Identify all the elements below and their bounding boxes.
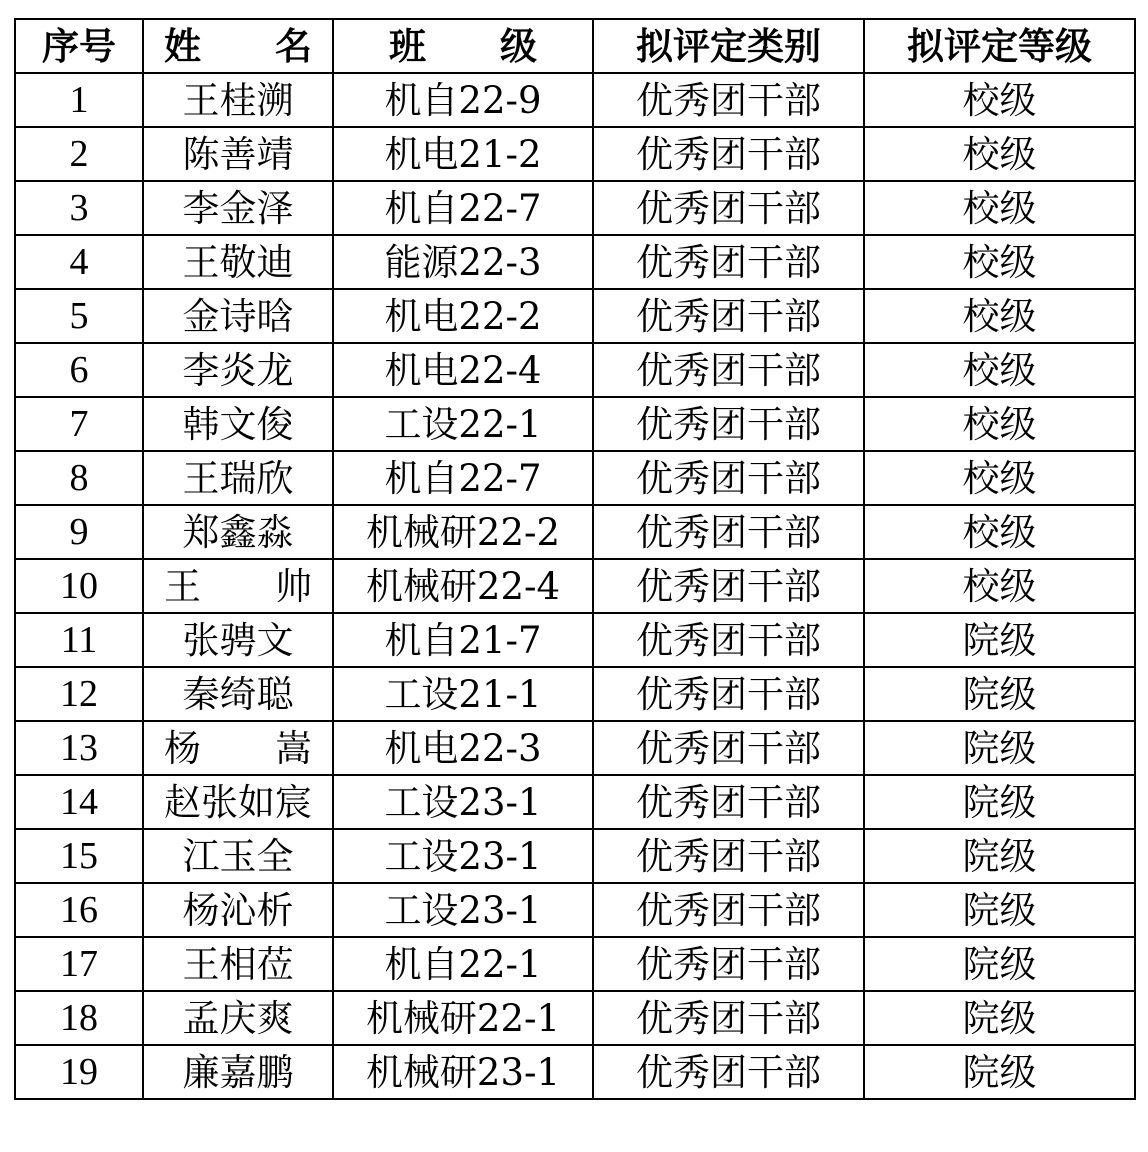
cell-index: 3	[15, 181, 143, 235]
cell-index: 16	[15, 883, 143, 937]
cell-index: 7	[15, 397, 143, 451]
cell-level: 校级	[864, 451, 1135, 505]
cell-category: 优秀团干部	[593, 73, 864, 127]
cell-class: 工设23-1	[333, 829, 593, 883]
table-row	[15, 181, 1135, 235]
cell-index: 13	[15, 721, 143, 775]
cell-class: 机电22-3	[333, 721, 593, 775]
cell-level: 院级	[864, 613, 1135, 667]
cell-name: 王相莅	[143, 937, 333, 991]
cell-level: 院级	[864, 883, 1135, 937]
cell-name: 王 帅	[143, 559, 333, 613]
cell-category: 优秀团干部	[593, 775, 864, 829]
cell-index: 14	[15, 775, 143, 829]
table-body	[15, 73, 1135, 1099]
table-row	[15, 127, 1135, 181]
cell-class: 机械研22-2	[333, 505, 593, 559]
cell-level: 院级	[864, 775, 1135, 829]
cell-name: 秦绮聪	[143, 667, 333, 721]
cell-index: 2	[15, 127, 143, 181]
cell-name: 王瑞欣	[143, 451, 333, 505]
cell-level: 院级	[864, 667, 1135, 721]
cell-category: 优秀团干部	[593, 613, 864, 667]
cell-category: 优秀团干部	[593, 559, 864, 613]
cell-class: 机自22-9	[333, 73, 593, 127]
cell-class: 机电21-2	[333, 127, 593, 181]
table-row	[15, 397, 1135, 451]
table-row	[15, 289, 1135, 343]
cell-class: 机自22-7	[333, 181, 593, 235]
cell-level: 校级	[864, 559, 1135, 613]
cell-level: 校级	[864, 235, 1135, 289]
cell-index: 17	[15, 937, 143, 991]
cell-class: 能源22-3	[333, 235, 593, 289]
header-name: 姓 名	[143, 19, 333, 73]
cell-index: 4	[15, 235, 143, 289]
cell-category: 优秀团干部	[593, 397, 864, 451]
cell-level: 院级	[864, 721, 1135, 775]
cell-index: 18	[15, 991, 143, 1045]
cell-name: 王敬迪	[143, 235, 333, 289]
table-row	[15, 1045, 1135, 1099]
table-row	[15, 559, 1135, 613]
cell-level: 校级	[864, 181, 1135, 235]
cell-class: 机自22-1	[333, 937, 593, 991]
cell-class: 机电22-2	[333, 289, 593, 343]
cell-category: 优秀团干部	[593, 991, 864, 1045]
cell-level: 校级	[864, 397, 1135, 451]
cell-level: 校级	[864, 289, 1135, 343]
cell-category: 优秀团干部	[593, 1045, 864, 1099]
cell-class: 工设21-1	[333, 667, 593, 721]
table-row	[15, 829, 1135, 883]
cell-class: 工设23-1	[333, 883, 593, 937]
cell-name: 王桂溯	[143, 73, 333, 127]
cell-level: 院级	[864, 829, 1135, 883]
table-row	[15, 775, 1135, 829]
cell-name: 杨沁析	[143, 883, 333, 937]
cell-category: 优秀团干部	[593, 505, 864, 559]
cell-index: 5	[15, 289, 143, 343]
header-category: 拟评定类别	[593, 19, 864, 73]
cell-name: 李金泽	[143, 181, 333, 235]
cell-category: 优秀团干部	[593, 883, 864, 937]
cell-level: 校级	[864, 127, 1135, 181]
header-index: 序号	[15, 19, 143, 73]
cell-index: 15	[15, 829, 143, 883]
table-row	[15, 667, 1135, 721]
cell-category: 优秀团干部	[593, 235, 864, 289]
cell-level: 校级	[864, 73, 1135, 127]
cell-name: 杨 嵩	[143, 721, 333, 775]
table-row	[15, 451, 1135, 505]
cell-class: 工设23-1	[333, 775, 593, 829]
cell-category: 优秀团干部	[593, 721, 864, 775]
cell-class: 机械研22-4	[333, 559, 593, 613]
cell-class: 机自21-7	[333, 613, 593, 667]
cell-level: 院级	[864, 937, 1135, 991]
cell-index: 1	[15, 73, 143, 127]
header-row	[15, 19, 1135, 73]
cell-name: 金诗晗	[143, 289, 333, 343]
cell-name: 李炎龙	[143, 343, 333, 397]
cell-index: 19	[15, 1045, 143, 1099]
cell-name: 赵张如宸	[143, 775, 333, 829]
table-row	[15, 721, 1135, 775]
table-row	[15, 235, 1135, 289]
table-row	[15, 613, 1135, 667]
cell-class: 机械研22-1	[333, 991, 593, 1045]
header-class: 班 级	[333, 19, 593, 73]
cell-name: 江玉全	[143, 829, 333, 883]
cell-name: 廉嘉鹏	[143, 1045, 333, 1099]
cell-class: 机械研23-1	[333, 1045, 593, 1099]
cell-level: 校级	[864, 505, 1135, 559]
cell-class: 工设22-1	[333, 397, 593, 451]
table-row	[15, 73, 1135, 127]
cell-category: 优秀团干部	[593, 937, 864, 991]
cell-category: 优秀团干部	[593, 343, 864, 397]
cell-level: 院级	[864, 991, 1135, 1045]
cell-name: 孟庆爽	[143, 991, 333, 1045]
cell-category: 优秀团干部	[593, 667, 864, 721]
cell-index: 9	[15, 505, 143, 559]
cell-category: 优秀团干部	[593, 829, 864, 883]
header-level: 拟评定等级	[864, 19, 1135, 73]
cell-category: 优秀团干部	[593, 289, 864, 343]
award-table	[14, 18, 1136, 1100]
cell-class: 机电22-4	[333, 343, 593, 397]
cell-index: 8	[15, 451, 143, 505]
cell-name: 韩文俊	[143, 397, 333, 451]
table-row	[15, 505, 1135, 559]
cell-index: 11	[15, 613, 143, 667]
cell-name: 张骋文	[143, 613, 333, 667]
table-row	[15, 343, 1135, 397]
cell-index: 6	[15, 343, 143, 397]
cell-category: 优秀团干部	[593, 127, 864, 181]
cell-level: 院级	[864, 1045, 1135, 1099]
cell-name: 郑鑫淼	[143, 505, 333, 559]
table-row	[15, 937, 1135, 991]
cell-class: 机自22-7	[333, 451, 593, 505]
cell-index: 12	[15, 667, 143, 721]
cell-level: 校级	[864, 343, 1135, 397]
cell-category: 优秀团干部	[593, 181, 864, 235]
cell-category: 优秀团干部	[593, 451, 864, 505]
cell-name: 陈善靖	[143, 127, 333, 181]
cell-index: 10	[15, 559, 143, 613]
table-row	[15, 991, 1135, 1045]
table-row	[15, 883, 1135, 937]
